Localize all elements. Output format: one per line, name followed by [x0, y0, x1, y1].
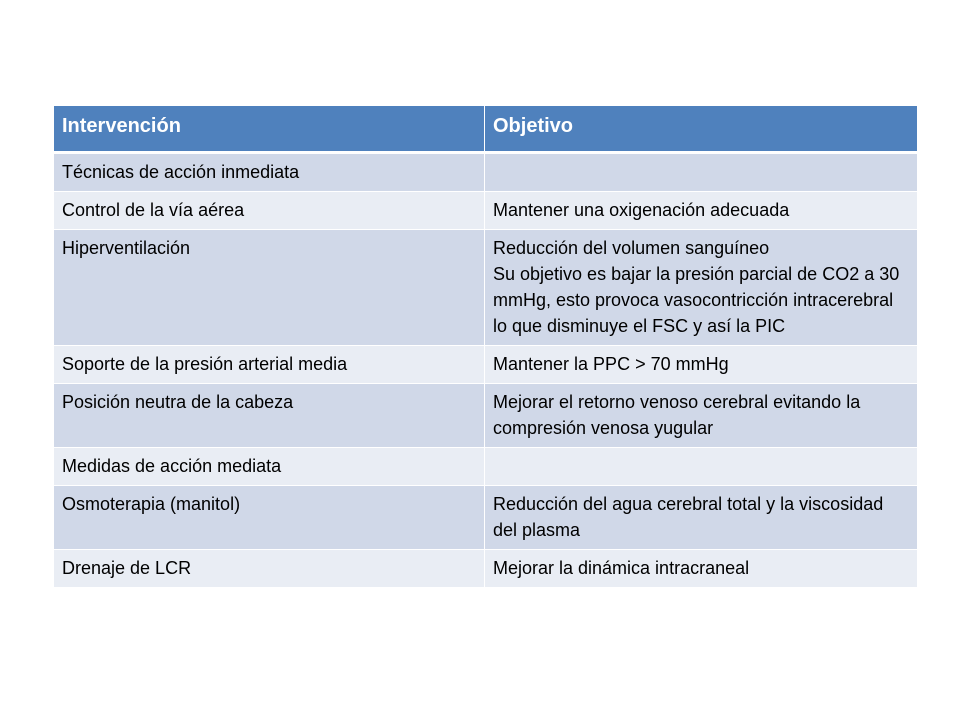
table-row [54, 550, 918, 588]
objective-cell [485, 486, 918, 550]
intervention-cell: Drenaje de LCR [54, 550, 485, 588]
objective-cell [485, 346, 918, 384]
objective-cell [485, 192, 918, 230]
objective-text: Mantener la PPC > 70 mmHg [493, 354, 729, 374]
intervention-cell: Posición neutra de la cabeza [54, 384, 485, 448]
header-intervention: Intervención [54, 106, 485, 153]
intervention-cell: Control de la vía aérea [54, 192, 485, 230]
header-objective: Objetivo [485, 106, 918, 153]
table-row [54, 384, 918, 448]
objective-text: Mantener una oxigenación adecuada [493, 200, 790, 220]
objective-text: Reducción del volumen sanguíneo [493, 238, 770, 258]
objective-text: Mejorar el retorno venoso cerebral evitando la compresión venosa yugular [493, 392, 861, 438]
intervention-cell: Osmoterapia (manitol) [54, 486, 485, 550]
table-row [54, 486, 918, 550]
header-row [54, 106, 918, 153]
objective-text: Reducción del agua cerebral total y la viscosidad del plasma [493, 494, 884, 540]
objective-text: Mejorar la dinámica intracraneal [493, 558, 750, 578]
intervention-cell: Soporte de la presión arterial media [54, 346, 485, 384]
table-row [54, 153, 918, 192]
intervention-table [53, 105, 918, 588]
objective-text: Su objetivo es bajar la presión parcial de CO2 a 30 mmHg, esto provoca vasocontricción intracerebral lo que disminuye el FSC y así la PIC [493, 264, 900, 336]
intervention-cell: Hiperventilación [54, 230, 485, 346]
table-row [54, 192, 918, 230]
section-cell: Medidas de acción mediata [54, 448, 485, 486]
table-row [54, 448, 918, 486]
table-row [54, 230, 918, 346]
empty-objective-cell [485, 448, 918, 486]
empty-objective-cell [485, 153, 918, 192]
objective-cell [485, 230, 918, 346]
objective-cell [485, 384, 918, 448]
table-row [54, 346, 918, 384]
section-cell: Técnicas de acción inmediata [54, 153, 485, 192]
objective-cell [485, 550, 918, 588]
